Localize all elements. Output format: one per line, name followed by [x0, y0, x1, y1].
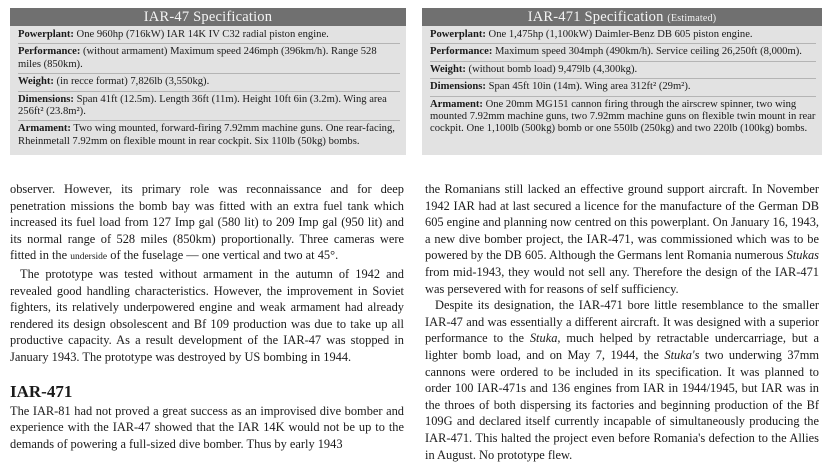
spec-row-performance: Performance: (without armament) Maximum speed 246mph (396km/h). Range 528 miles (850km).	[18, 46, 400, 74]
section-heading: IAR-471	[10, 381, 73, 401]
paragraph: the Romanians still lacked an effective ground support aircraft. In November 1942 IAR had at last secured a licence for the manufacture of the German DB 605 engine and planning now centred on this powerplant. On January 16, 1943, a new dive bomber project, the IAR-471, was commissioned which was to be powered by the DB 605. Although the Germans lent Romania numerous Stukas from mid-1943, they would not sell any. Therefore the design of the IAR-471 was persevered with for reasons of self sufficiency.	[425, 182, 820, 296]
spec-row-performance: Performance: Maximum speed 304mph (490km/h). Service ceiling 26,250ft (8,000m).	[430, 46, 816, 61]
iar47-spec-body	[10, 26, 406, 150]
spec-row-armament: Armament: Two wing mounted, forward-firing 7.92mm machine guns. One rear-facing, Rheinmetall 7.92mm on flexible mount in rear cockpit. Six 110lb (50kg) bombs.	[18, 123, 395, 147]
paragraph: The IAR-81 had not proved a great success as an improvised dive bomber and experience with the IAR-47 showed that the IAR 14K would not be up to the demands of powering a full-sized dive bomber. Thus by early 1943	[10, 403, 404, 451]
spec-row-dimensions: Dimensions: Span 41ft (12.5m). Length 36ft (11m). Height 10ft 6in (3.2m). Wing area 256ft² (23.8m²).	[18, 94, 400, 122]
spec-row-dimensions: Dimensions: Span 45ft 10in (14m). Wing area 312ft² (29m²).	[430, 81, 816, 96]
spec-row-weight: Weight: (without bomb load) 9,479lb (4,300kg).	[430, 64, 816, 79]
spec-row-armament: Armament: One 20mm MG151 cannon firing through the airscrew spinner, two wing mounted 7.92mm machine guns, two 7.92mm machine guns on flexible twin mount in rear cockpit. One 1,100lb (500kg) bomb or one 550lb (250kg) and two 220lb (100kg) bombs.	[430, 98, 816, 135]
iar47-spec-box	[10, 8, 406, 155]
iar471-spec-title: IAR-471 Specification (Estimated)	[422, 8, 822, 26]
iar47-spec-title: IAR-47 Specification	[10, 8, 406, 26]
spec-row-weight: Weight: (in recce format) 7,826lb (3,550kg).	[18, 76, 400, 91]
spec-row-powerplant: Powerplant: One 1,475hp (1,100kW) Daimler-Benz DB 605 piston engine.	[430, 29, 816, 44]
left-text-column	[10, 181, 404, 452]
paragraph: Despite its designation, the IAR-471 bore little resemblance to the smaller IAR-47 and was essentially a different aircraft. It was designed with a superior performance to the Stuka, much helped by retractable undercarriage, but a lighter bomb load, and on May 7, 1944, the Stuka's two underwing 37mm cannons were ordered to be included in its specification. It was planned to order 100 IAR-471s and 136 engines from IAR in 1944/1945, but IAR was in the throes of both dispersing its factories and beginning production of the Bf 109G and declared itself currently incapable of simultaneously producing the IAR-471. This halted the project even before Romania's defection to the Allies in August. No prototype flew.	[425, 298, 820, 462]
paragraph: The prototype was tested without armament in the autumn of 1942 and revealed good handling characteristics. However, the improvement in Soviet fighters, its relatively underpowered engine and weak armament had already rendered its design obsolescent and Bf 109 production was due to take up all productive capacity. As a result development of the IAR-47 was stopped in January 1943. The prototype was destroyed by US bombing in 1944.	[10, 266, 404, 364]
iar471-spec-body	[422, 26, 822, 138]
estimated-note: (Estimated)	[667, 13, 717, 24]
iar471-spec-box	[422, 8, 822, 155]
right-text-column	[425, 181, 819, 463]
spec-row-powerplant: Powerplant: One 960hp (716kW) IAR 14K IV C32 radial piston engine.	[18, 29, 400, 44]
paragraph: observer. However, its primary role was reconnaissance and for deep penetration missions the bomb bay was fitted with an extra fuel tank which increased its fuel load from 127 Imp gal (580 lit) to 209 Imp gal (950 lit) and its normal range of 528 miles (850km) proportionally. Three cameras were fitted in the underside of the fuselage — one vertical and two at 45°.	[10, 182, 404, 263]
